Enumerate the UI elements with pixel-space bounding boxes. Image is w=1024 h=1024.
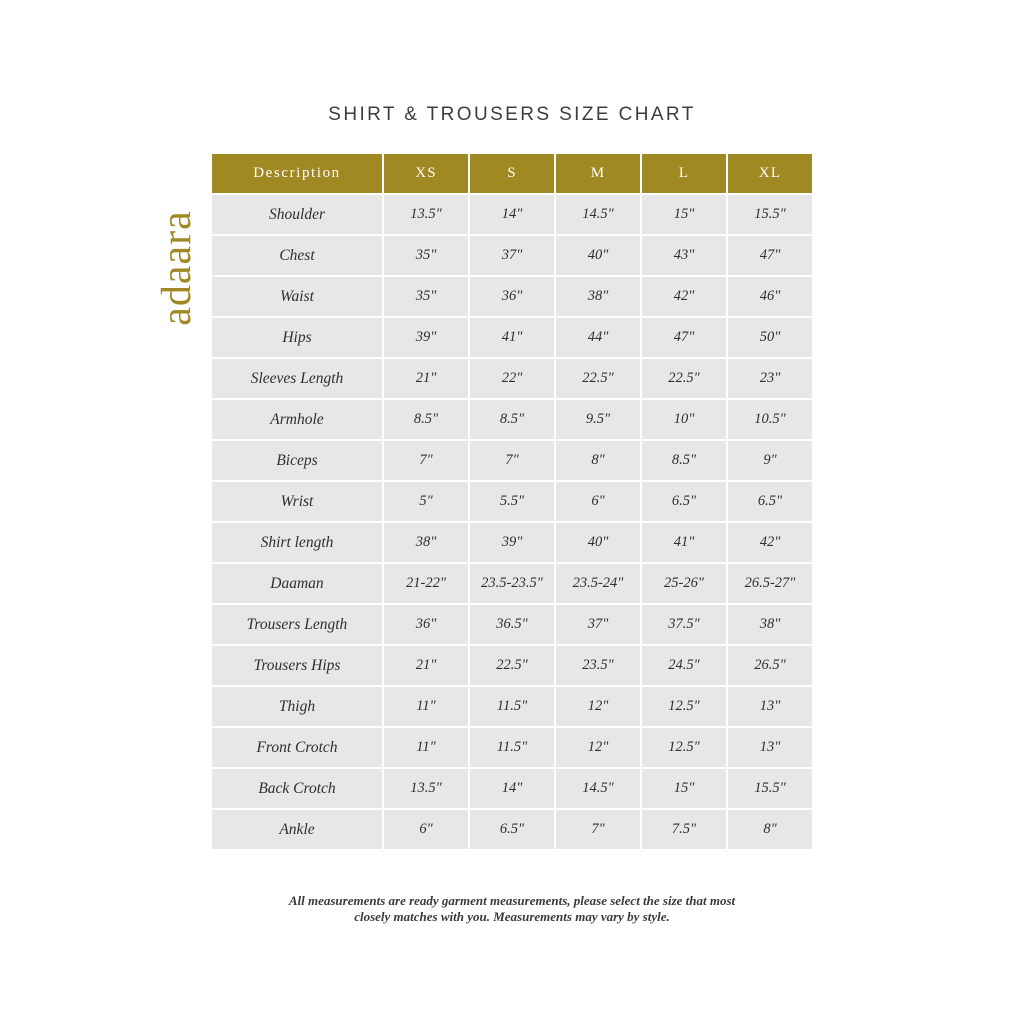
cell-value: 21": [384, 359, 468, 398]
table-row: [212, 236, 812, 275]
row-label: Shirt length: [212, 523, 382, 562]
column-header-l: L: [642, 154, 726, 193]
cell-value: 40": [556, 236, 640, 275]
cell-value: 14": [470, 769, 554, 808]
table-row: [212, 646, 812, 685]
column-header-description: Description: [212, 154, 382, 193]
row-label: Sleeves Length: [212, 359, 382, 398]
cell-value: 7": [384, 441, 468, 480]
cell-value: 12": [556, 728, 640, 767]
cell-value: 22.5": [470, 646, 554, 685]
column-header-xl: XL: [728, 154, 812, 193]
table-header-row: [212, 154, 812, 193]
row-label: Hips: [212, 318, 382, 357]
cell-value: 8.5": [642, 441, 726, 480]
cell-value: 35": [384, 277, 468, 316]
cell-value: 22.5": [556, 359, 640, 398]
cell-value: 5.5": [470, 482, 554, 521]
cell-value: 38": [384, 523, 468, 562]
table-row: [212, 769, 812, 808]
cell-value: 46": [728, 277, 812, 316]
column-header-xs: XS: [384, 154, 468, 193]
cell-value: 8": [556, 441, 640, 480]
table-row: [212, 195, 812, 234]
cell-value: 7": [470, 441, 554, 480]
cell-value: 21": [384, 646, 468, 685]
column-header-s: S: [470, 154, 554, 193]
row-label: Front Crotch: [212, 728, 382, 767]
cell-value: 36": [384, 605, 468, 644]
table-head: [212, 154, 812, 193]
cell-value: 14": [470, 195, 554, 234]
cell-value: 15": [642, 769, 726, 808]
table-row: [212, 810, 812, 849]
page-title: SHIRT & TROUSERS SIZE CHART: [328, 104, 696, 125]
table-row: [212, 277, 812, 316]
table-body: [212, 195, 812, 849]
cell-value: 9.5": [556, 400, 640, 439]
cell-value: 7": [556, 810, 640, 849]
row-label: Back Crotch: [212, 769, 382, 808]
cell-value: 23": [728, 359, 812, 398]
cell-value: 36": [470, 277, 554, 316]
cell-value: 14.5": [556, 195, 640, 234]
cell-value: 11.5": [470, 728, 554, 767]
row-label: Waist: [212, 277, 382, 316]
cell-value: 13": [728, 728, 812, 767]
cell-value: 10": [642, 400, 726, 439]
cell-value: 13": [728, 687, 812, 726]
cell-value: 39": [384, 318, 468, 357]
cell-value: 47": [728, 236, 812, 275]
cell-value: 12": [556, 687, 640, 726]
column-header-m: M: [556, 154, 640, 193]
cell-value: 37": [470, 236, 554, 275]
cell-value: 5": [384, 482, 468, 521]
cell-value: 22.5": [642, 359, 726, 398]
table-row: [212, 318, 812, 357]
brand-name: adaara: [154, 210, 200, 326]
row-label: Trousers Length: [212, 605, 382, 644]
cell-value: 38": [728, 605, 812, 644]
row-label: Trousers Hips: [212, 646, 382, 685]
footnote-line-1: All measurements are ready garment measurements, please select the size that most: [288, 893, 736, 908]
footnote-line-2: closely matches with you. Measurements may vary by style.: [354, 909, 670, 925]
cell-value: 15.5": [728, 769, 812, 808]
row-label: Armhole: [212, 400, 382, 439]
cell-value: 41": [470, 318, 554, 357]
cell-value: 6": [556, 482, 640, 521]
row-label: Daaman: [212, 564, 382, 603]
cell-value: 21-22": [384, 564, 468, 603]
cell-value: 14.5": [556, 769, 640, 808]
row-label: Chest: [212, 236, 382, 275]
cell-value: 22": [470, 359, 554, 398]
cell-value: 8.5": [384, 400, 468, 439]
cell-value: 6.5": [728, 482, 812, 521]
row-label: Biceps: [212, 441, 382, 480]
table-row: [212, 523, 812, 562]
cell-value: 11": [384, 728, 468, 767]
cell-value: 11.5": [470, 687, 554, 726]
cell-value: 6.5": [470, 810, 554, 849]
row-label: Thigh: [212, 687, 382, 726]
cell-value: 25-26": [642, 564, 726, 603]
row-label: Shoulder: [212, 195, 382, 234]
cell-value: 12.5": [642, 728, 726, 767]
size-table-container: [210, 152, 814, 851]
row-label: Ankle: [212, 810, 382, 849]
cell-value: 50": [728, 318, 812, 357]
cell-value: 42": [728, 523, 812, 562]
cell-value: 10.5": [728, 400, 812, 439]
cell-value: 11": [384, 687, 468, 726]
cell-value: 9": [728, 441, 812, 480]
cell-value: 13.5": [384, 195, 468, 234]
cell-value: 37": [556, 605, 640, 644]
table-row: [212, 441, 812, 480]
cell-value: 43": [642, 236, 726, 275]
cell-value: 47": [642, 318, 726, 357]
cell-value: 44": [556, 318, 640, 357]
table-row: [212, 564, 812, 603]
cell-value: 38": [556, 277, 640, 316]
cell-value: 6": [384, 810, 468, 849]
cell-value: 15.5": [728, 195, 812, 234]
table-row: [212, 605, 812, 644]
cell-value: 41": [642, 523, 726, 562]
brand-logo: [136, 178, 204, 378]
footnote: [0, 893, 1024, 926]
table-row: [212, 728, 812, 767]
size-table: [210, 152, 814, 851]
cell-value: 23.5": [556, 646, 640, 685]
cell-value: 15": [642, 195, 726, 234]
cell-value: 6.5": [642, 482, 726, 521]
cell-value: 23.5-24": [556, 564, 640, 603]
cell-value: 26.5": [728, 646, 812, 685]
cell-value: 35": [384, 236, 468, 275]
table-row: [212, 687, 812, 726]
cell-value: 8.5": [470, 400, 554, 439]
cell-value: 7.5": [642, 810, 726, 849]
cell-value: 12.5": [642, 687, 726, 726]
cell-value: 42": [642, 277, 726, 316]
cell-value: 8": [728, 810, 812, 849]
cell-value: 37.5": [642, 605, 726, 644]
table-row: [212, 482, 812, 521]
cell-value: 26.5-27": [728, 564, 812, 603]
cell-value: 13.5": [384, 769, 468, 808]
table-row: [212, 400, 812, 439]
cell-value: 36.5": [470, 605, 554, 644]
row-label: Wrist: [212, 482, 382, 521]
cell-value: 24.5": [642, 646, 726, 685]
cell-value: 40": [556, 523, 640, 562]
cell-value: 23.5-23.5": [470, 564, 554, 603]
table-row: [212, 359, 812, 398]
cell-value: 39": [470, 523, 554, 562]
